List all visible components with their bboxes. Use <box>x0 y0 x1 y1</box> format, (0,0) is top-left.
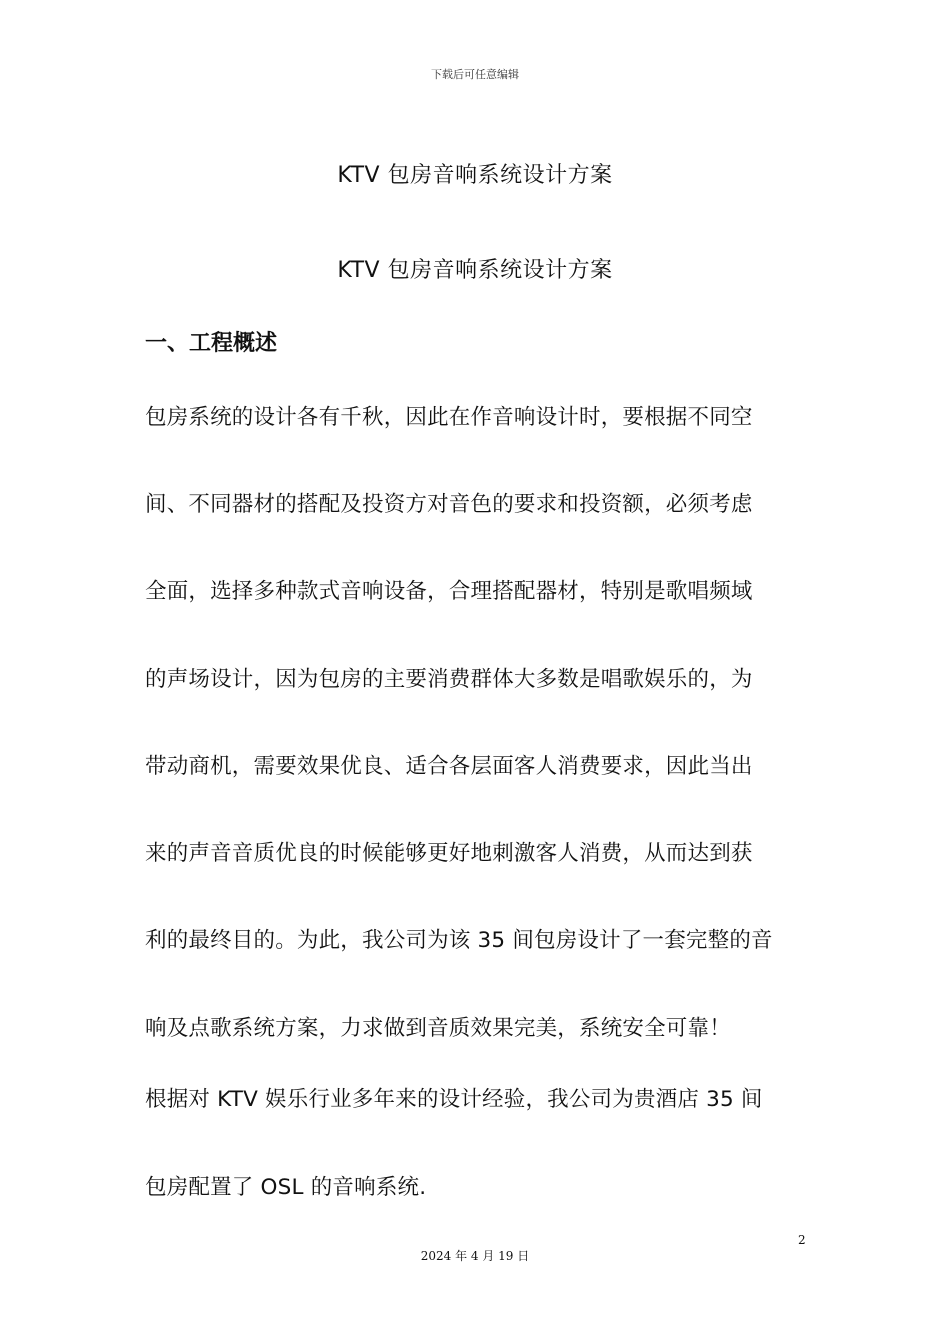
paragraph-line: 来的声音音质优良的时候能够更好地刺激客人消费，从而达到获 <box>145 841 753 866</box>
paragraph-line: 的声场设计，因为包房的主要消费群体大多数是唱歌娱乐的，为 <box>145 667 753 692</box>
paragraph-line: 响及点歌系统方案，力求做到音质效果完美，系统安全可靠！ <box>145 1016 731 1041</box>
paragraph-line: 包房系统的设计各有千秋，因此在作音响设计时，要根据不同空 <box>145 405 753 430</box>
footer-date: 2024 年 4 月 19 日 <box>420 1249 530 1263</box>
paragraph-line: 间、不同器材的搭配及投资方对音色的要求和投资额，必须考虑 <box>145 492 753 517</box>
header-note: 下载后可任意编辑 <box>431 68 519 81</box>
page-number: 2 <box>798 1233 806 1247</box>
paragraph-line: 带动商机，需要效果优良、适合各层面客人消费要求，因此当出 <box>145 754 753 779</box>
paragraph-line: 根据对 KTV 娱乐行业多年来的设计经验，我公司为贵酒店 35 间 <box>145 1087 763 1112</box>
document-title: KTV 包房音响系统设计方案 <box>337 163 613 188</box>
section-heading: 一、工程概述 <box>145 331 278 356</box>
paragraph-line: 包房配置了 OSL 的音响系统. <box>145 1175 427 1200</box>
paragraph-line: 利的最终目的。为此，我公司为该 35 间包房设计了一套完整的音 <box>145 928 773 953</box>
paragraph-line: 全面，选择多种款式音响设备，合理搭配器材，特别是歌唱频域 <box>145 579 753 604</box>
document-subtitle: KTV 包房音响系统设计方案 <box>337 258 613 283</box>
